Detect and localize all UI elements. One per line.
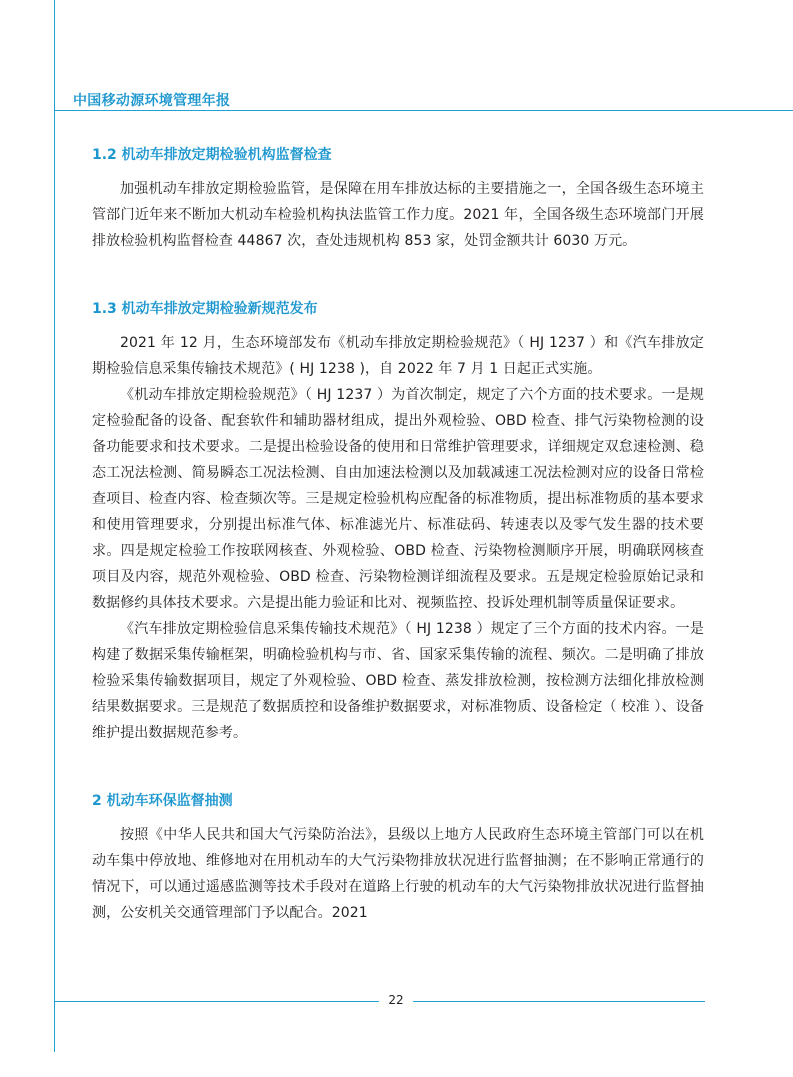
paragraph: 《汽车排放定期检验信息采集传输技术规范》（ HJ 1238 ）规定了三个方面的技术内容。一是构建了数据采集传输框架，明确检验机构与市、省、国家采集传输的流程、频次。二是明确了排放检验采集传输数据项目，规定了外观检验、OBD 检查、蒸发排放检测，按检测方法细化排放检测结果数据要求。三是规范了数据质控和设备维护数据要求，对标准物质、设备检定（ 校准 ）、设备维护提出数据规范参考。 bbox=[92, 621, 704, 741]
header-rule bbox=[54, 110, 793, 111]
paragraph: 《机动车排放定期检验规范》（ HJ 1237 ）为首次制定，规定了六个方面的技术要求。一是规定检验配备的设备、配套软件和辅助器材组成，提出外观检验、OBD 检查、排气污染物检测的设备功能要求和技术要求。二是提出检验设备的使用和日常维护管理要求，详细规定双怠速检测、稳态工况法检测、简易瞬态工况法检测、自由加速法检测以及加载减速工况法检测对应的设备日常检查项目、检查内容、检查频次等。三是规定检验机构应配备的标准物质，提出标准物质的基本要求和使用管理要求，分别提出标准气体、标准滤光片、标准砝码、转速表以及零气发生器的技术要求。四是规定检验工作按联网核查、外观检验、OBD 检查、污染物检测顺序开展，明确联网核查项目及内容，规范外观检验、OBD 检查、污染物检测详细流程及要求。五是规定检验原始记录和数据修约具体技术要求。六是提出能力验证和比对、视频监控、投诉处理机制等质量保证要求。 bbox=[92, 387, 704, 611]
section-1-2 bbox=[92, 144, 704, 254]
footer-rule-right bbox=[413, 1001, 705, 1002]
section-1-3 bbox=[92, 298, 704, 746]
section-title: 1.3 机动车排放定期检验新规范发布 bbox=[92, 301, 318, 317]
paragraph: 加强机动车排放定期检验监管，是保障在用车排放达标的主要措施之一，全国各级生态环境主管部门近年来不断加大机动车检验机构执法监管工作力度。2021 年，全国各级生态环境部门开展排放检验机构监督检查 44867 次，查处违规机构 853 家，处罚金额共计 6030 万元。 bbox=[92, 181, 704, 249]
left-vertical-rule bbox=[54, 0, 55, 1052]
paragraph: 按照《中华人民共和国大气污染防治法》，县级以上地方人民政府生态环境主管部门可以在机动车集中停放地、维修地对在用机动车的大气污染物排放状况进行监督抽测；在不影响正常通行的情况下，可以通过遥感监测等技术手段对在道路上行驶的机动车的大气污染物排放状况进行监督抽测，公安机关交通管理部门予以配合。2021 bbox=[92, 827, 704, 921]
section-title: 2 机动车环保监督抽测 bbox=[92, 793, 233, 809]
running-header-title: 中国移动源环境管理年报 bbox=[73, 93, 231, 109]
section-title: 1.2 机动车排放定期检验机构监督检查 bbox=[92, 147, 332, 163]
page-number: 22 bbox=[388, 993, 404, 1007]
paragraph: 2021 年 12 月，生态环境部发布《机动车排放定期检验规范》（ HJ 1237 ）和《汽车排放定期检验信息采集传输技术规范》( HJ 1238 )，自 2022 年 7 月 1 日起正式实施。 bbox=[92, 335, 704, 377]
page-content bbox=[92, 144, 704, 926]
section-2 bbox=[92, 790, 704, 926]
footer-rule-left bbox=[54, 1001, 379, 1002]
